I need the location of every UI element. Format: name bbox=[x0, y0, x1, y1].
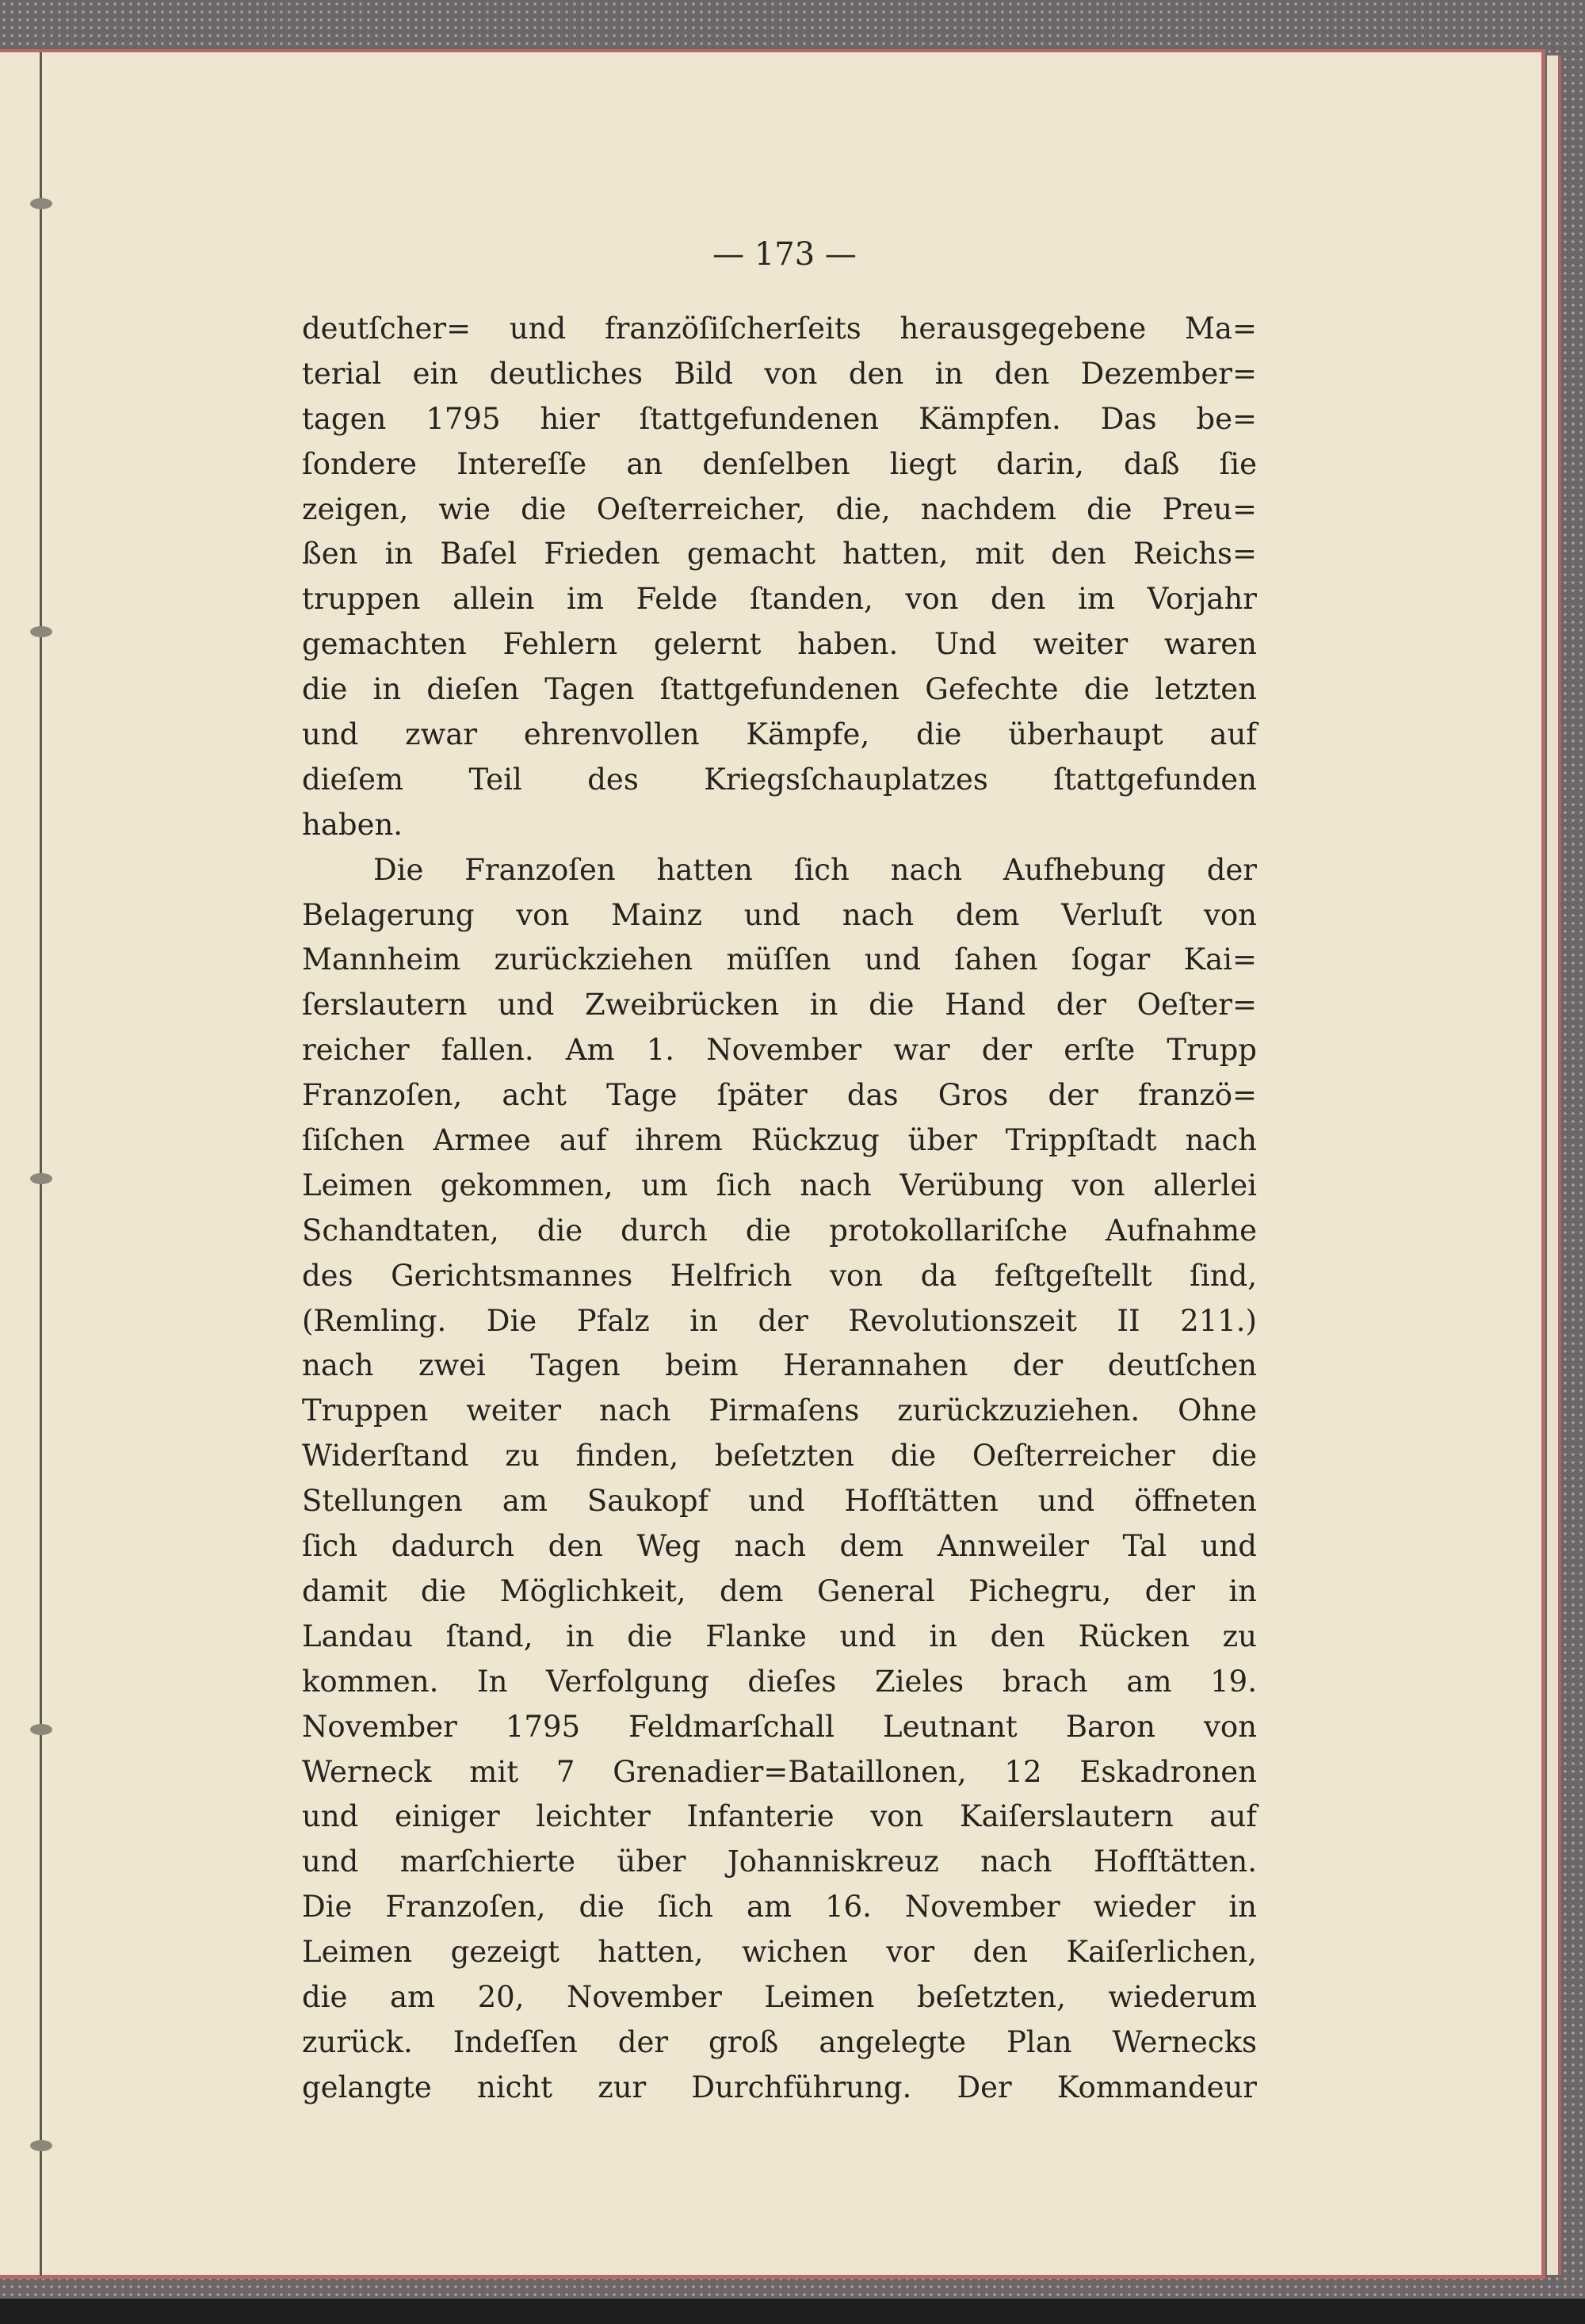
text-line: die in dieſen Tagen ſtattgefundenen Gefechte die letzten bbox=[302, 672, 1257, 707]
text-line: ſich dadurch den Weg nach dem Annweiler Tal und bbox=[302, 1529, 1257, 1564]
stitch-mark bbox=[30, 1724, 52, 1735]
text-line: haben. bbox=[302, 807, 403, 842]
text-line: des Gerichtsmannes Helfrich von da feſtgeſtellt ſind, bbox=[302, 1258, 1257, 1293]
text-line: Die Franzoſen hatten ſich nach Aufhebung der bbox=[373, 852, 1257, 887]
text-line: reicher fallen. Am 1. November war der erſte Trupp bbox=[302, 1033, 1257, 1068]
text-line: ſerslautern und Zweibrücken in die Hand der Oeſter= bbox=[302, 988, 1257, 1022]
text-line: zurück. Indeſſen der groß angelegte Plan Wernecks bbox=[302, 2024, 1257, 2059]
text-line: zeigen, wie die Oeſterreicher, die, nachdem die Preu= bbox=[302, 491, 1257, 526]
stitch-mark bbox=[30, 198, 52, 209]
text-line: gelangte nicht zur Durchführung. Der Kommandeur bbox=[302, 2070, 1257, 2104]
text-line: ſiſchen Armee auf ihrem Rückzug über Trippſtadt nach bbox=[302, 1123, 1257, 1158]
text-line: und einiger leichter Infanterie von Kaiſerslautern auf bbox=[302, 1799, 1257, 1834]
stitch-mark bbox=[30, 626, 52, 637]
stitch-mark bbox=[30, 1173, 52, 1184]
text-line: Mannheim zurückziehen müſſen und ſahen ſogar Kai= bbox=[302, 942, 1257, 977]
binding-gutter bbox=[40, 52, 42, 2276]
text-line: kommen. In Verfolgung dieſes Zieles brach am 19. bbox=[302, 1664, 1257, 1699]
text-line: tagen 1795 hier ſtattgefundenen Kämpfen. Das be= bbox=[302, 401, 1257, 436]
text-line: Werneck mit 7 Grenadier=Bataillonen, 12 Eskadronen bbox=[302, 1754, 1257, 1789]
text-line: Schandtaten, die durch die protokollariſche Aufnahme bbox=[302, 1213, 1257, 1248]
text-line: damit die Möglichkeit, dem General Pichegru, der in bbox=[302, 1573, 1257, 1608]
text-line: nach zwei Tagen beim Herannahen der deutſchen bbox=[302, 1348, 1257, 1383]
text-line: terial ein deutliches Bild von den in den Dezember= bbox=[302, 356, 1257, 391]
text-line: und marſchierte über Johanniskreuz nach Hofſtätten. bbox=[302, 1844, 1257, 1879]
text-line: Stellungen am Saukopf und Hofſtätten und öffneten bbox=[302, 1484, 1257, 1519]
stitch-mark bbox=[30, 2140, 52, 2151]
text-line: Truppen weiter nach Pirmaſens zurückzuziehen. Ohne bbox=[302, 1393, 1257, 1428]
text-line: die am 20, November Leimen beſetzten, wiederum bbox=[302, 1979, 1257, 2014]
page-edge bbox=[1547, 55, 1561, 2275]
text-line: gemachten Fehlern gelernt haben. Und weiter waren bbox=[302, 627, 1257, 662]
text-line: Leimen gekommen, um ſich nach Verübung von allerlei bbox=[302, 1168, 1257, 1202]
text-line: deutſcher= und franzöſiſcherſeits herausgegebene Ma= bbox=[302, 312, 1257, 346]
text-line: Die Franzoſen, die ſich am 16. November wieder in bbox=[302, 1890, 1257, 1925]
text-line: Leimen gezeigt hatten, wichen vor den Kaiſerlichen, bbox=[302, 1935, 1257, 1970]
text-line: und zwar ehrenvollen Kämpfe, die überhaupt auf bbox=[302, 717, 1257, 752]
text-line: Belagerung von Mainz und nach dem Verluſt von bbox=[302, 897, 1257, 932]
text-line: dieſem Teil des Kriegsſchauplatzes ſtattgefunden bbox=[302, 762, 1257, 797]
text-line: Widerſtand zu finden, beſetzten die Oeſterreicher die bbox=[302, 1439, 1257, 1474]
text-line: November 1795 Feldmarſchall Leutnant Baron von bbox=[302, 1709, 1257, 1744]
text-line: Landau ſtand, in die Flanke und in den Rücken zu bbox=[302, 1619, 1257, 1653]
page-number: — 173 — bbox=[712, 236, 857, 273]
text-line: (Remling. Die Pfalz in der Revolutionszeit II 211.) bbox=[302, 1303, 1257, 1338]
text-line: ßen in Baſel Frieden gemacht hatten, mit den Reichs= bbox=[302, 537, 1257, 571]
text-line: truppen allein im Felde ſtanden, von den im Vorjahr bbox=[302, 582, 1257, 617]
text-line: Franzoſen, acht Tage ſpäter das Gros der franzö= bbox=[302, 1078, 1257, 1113]
text-line: ſondere Intereſſe an denſelben liegt darin, daß ſie bbox=[302, 446, 1257, 481]
body-text bbox=[302, 307, 1257, 2111]
